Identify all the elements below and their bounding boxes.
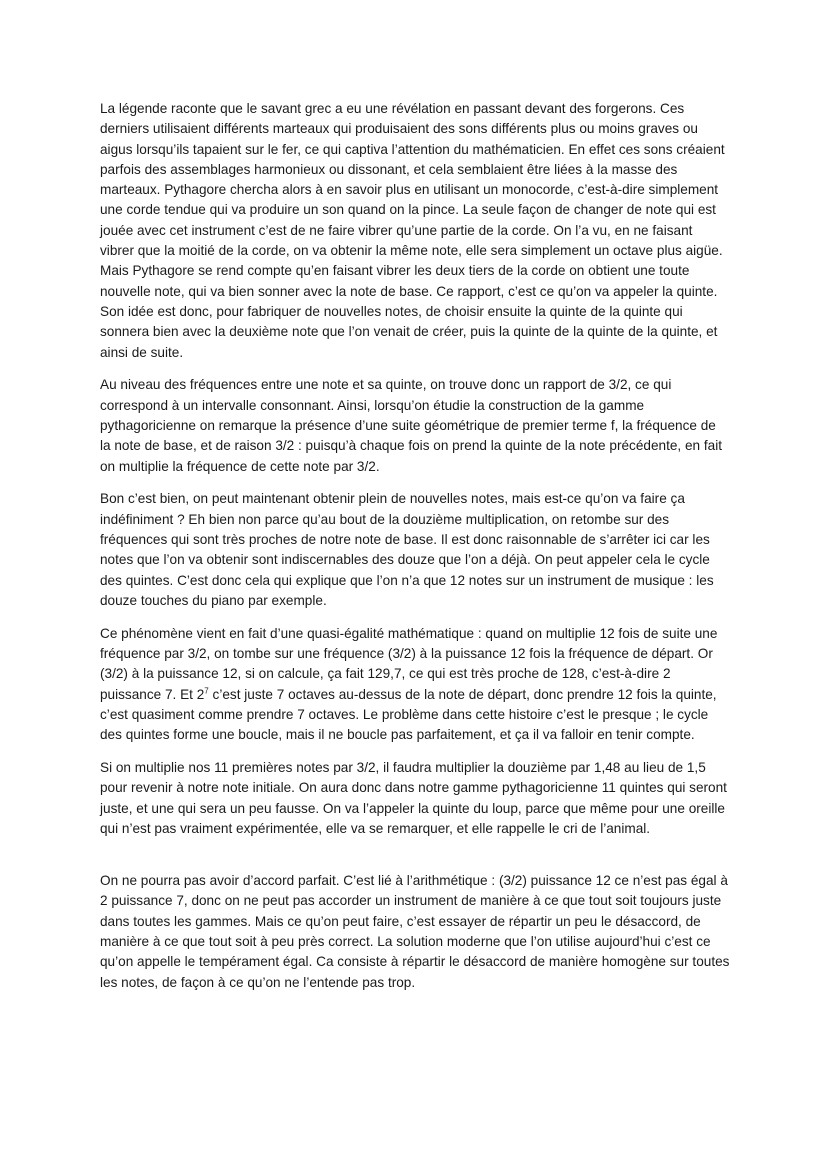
paragraph-legend: La légende raconte que le savant grec a eu une révélation en passant devant des forgerons. Ces derniers utilisaient différents marteaux qui produisaient des sons différents plus ou moins graves ou aigus lorsqu’ils tapaient sur le fer, ce qui captiva l’attention du mathématicien. En effet ces sons créaient parfois des assemblages harmonieux ou dissonant, et cela semblaient être liées à la masse des marteaux. Pythagore chercha alors à en savoir plus en utilisant un monocorde, c’est-à-dire simplement une corde tendue qui va produire un son quand on la pince. La seule façon de changer de note qui est jouée avec cet instrument c’est de ne faire vibrer qu’une partie de la corde. On l’a vu, en ne faisant vibrer que la moitié de la corde, on va obtenir la même note, elle sera simplement un octave plus aigüe. Mais Pythagore se rend compte qu’en faisant vibrer les deux tiers de la corde on obtient une toute nouvelle note, qui va bien sonner avec la note de base. Ce rapport, c’est ce qu’on va appeler la quinte. Son idée est donc, pour fabriquer de nouvelles notes, de choisir ensuite la quinte de la quinte qui sonnera bien avec la deuxième note que l’on venait de créer, puis la quinte de la quinte de la quinte, et ainsi de suite. — [100, 101, 725, 360]
paragraph-cycle: Bon c’est bien, on peut maintenant obtenir plein de nouvelles notes, mais est-ce qu’on va faire ça indéfiniment ? Eh bien non parce qu’au bout de la douzième multiplication, on retombe sur des fréquences qui sont très proches de notre note de base. Il est donc raisonnable de s’arrêter ici car les notes que l’on va obtenir sont indiscernables des douze que l’on a déjà. On peut appeler cela le cycle des quintes. C’est donc cela qui explique que l’on n’a que 12 notes sur un instrument de musique : les douze touches du piano par exemple. — [100, 491, 714, 608]
paragraph-quasi-equality-part2: c’est juste 7 octaves au-dessus de la note de départ, donc prendre 12 fois la quinte, c’est quasiment comme prendre 7 octaves. Le problème dans cette histoire c’est le presque ; le cycle des quintes forme une boucle, mais il ne boucle pas parfaitement, et ça il va falloir en tenir compte. — [100, 686, 717, 743]
paragraph-quasi-equality — [100, 624, 730, 746]
exponent: 7 — [204, 685, 209, 695]
paragraph-equal-temperament: On ne pourra pas avoir d’accord parfait. C’est lié à l’arithmétique : (3/2) puissance 12 ce n’est pas égal à 2 puissance 7, donc on ne peut pas accorder un instrument de manière à ce que tout soit toujours juste dans toutes les gammes. Mais ce qu’on peut faire, c’est essayer de répartir un peu le désaccord, de manière à ce que tout soit à peu près correct. La solution moderne que l’on utilise aujourd’hui c’est ce qu’on appelle le tempérament égal. Ca consiste à répartir le désaccord de manière homogène sur toutes les notes, de façon à ce qu’on ne l’entende pas trop. — [100, 873, 730, 990]
paragraph-frequencies: Au niveau des fréquences entre une note et sa quinte, on trouve donc un rapport de 3/2, ce qui correspond à un intervalle consonnant. Ainsi, lorsqu’on étudie la construction de la gamme pythagoricienne on remarque la présence d’une suite géométrique de premier terme f, la fréquence de la note de base, et de raison 3/2 : puisqu’à chaque fois on prend la quinte de la note précédente, en fait on multiplie la fréquence de cette note par 3/2. — [100, 377, 722, 474]
paragraph-quasi-equality-part1: Ce phénomène vient en fait d’une quasi-égalité mathématique : quand on multiplie 12 fois de suite une fréquence par 3/2, on tombe sur une fréquence (3/2) à la puissance 12 fois la fréquence de départ. Or (3/2) à la puissance 12, si on calcule, ça fait 129,7, ce qui est très proche de 128, c’est-à-dire 2 puissance 7. Et 2 — [100, 625, 718, 702]
document-body — [100, 99, 730, 1005]
paragraph-wolf-fifth: Si on multiplie nos 11 premières notes par 3/2, il faudra multiplier la douzième par 1,48 au lieu de 1,5 pour revenir à notre note initiale. On aura donc dans notre gamme pythagoricienne 11 quintes qui seront juste, et une qui sera un peu fausse. On va l’appeler la quinte du loup, parce que même pour une oreille qui n’est pas vraiment expérimentée, elle va se remarquer, et elle rappelle le cri de l’animal. — [100, 759, 727, 836]
